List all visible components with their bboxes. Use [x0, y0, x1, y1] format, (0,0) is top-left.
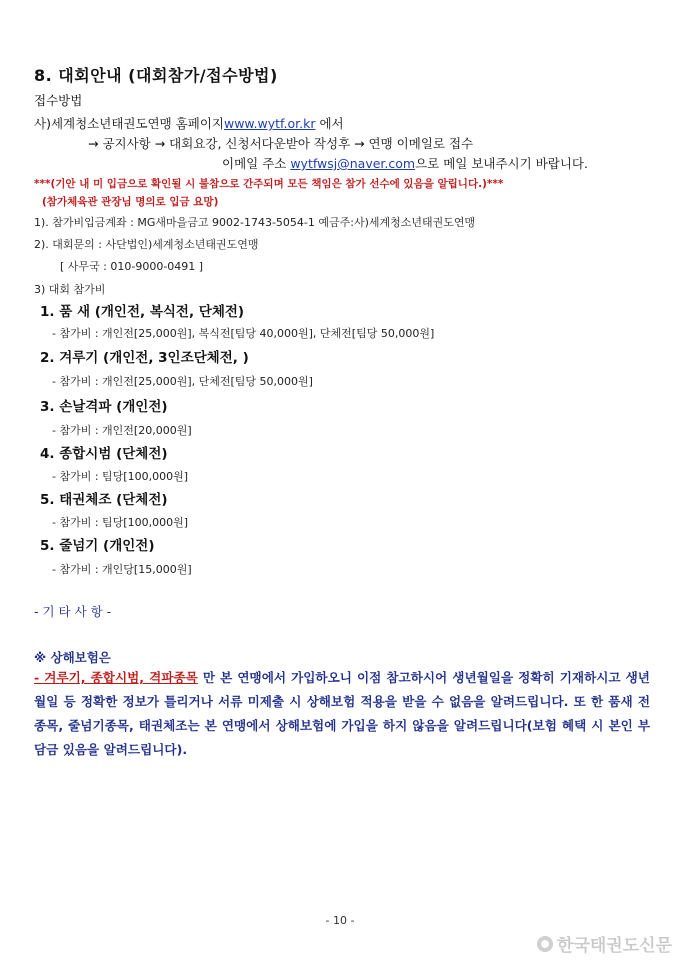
homepage-link[interactable]: www.wytf.or.kr: [223, 116, 316, 131]
insurance-body: 만 본 연맹에서 가입하오니 이점 참고하시어 생년월일을 정확히 기재하시고 생년월일 등 정확한 정보가 틀리거나 서류 미제출 시 상해보험 적용을 받을 수 없음을 알려드립니다. 또 한 품새 전 종목, 줄넘기종목, 태권체조는 본 연맹에서 상해보험에 가입을 하지 않음을 알려드립니다(보험 혜택 시 본인 부담금 있음을 알려드립니다).: [34, 670, 650, 757]
fee-category-title: 2. 겨루기 (개인전, 3인조단체전, ): [40, 350, 249, 366]
fee-category-title: 1. 품 새 (개인전, 복식전, 단체전): [40, 304, 245, 320]
email-prefix: 이메일 주소: [222, 156, 291, 171]
fee-category-price: - 참가비 : 개인전[25,000원], 복식전[팀당 40,000원], 단체전[팀당 50,000원]: [52, 327, 435, 340]
submission-line-2: → 공지사항 → 대회요강, 신청서다운받아 작성후 → 연맹 이메일로 접수: [88, 136, 474, 151]
fee-category-title: 3. 손날격파 (개인전): [40, 399, 168, 415]
payment-request: (참가체육관 관장님 명의로 입금 요망): [42, 196, 219, 208]
fee-category-title: 4. 종합시범 (단체전): [40, 446, 168, 462]
fee-category-price: - 참가비 : 개인전[25,000원], 단체전[팀당 50,000원]: [52, 375, 313, 388]
email-link[interactable]: wytfwsj@naver.com: [290, 156, 416, 171]
fee-category-title: 5. 줄넘기 (개인전): [40, 538, 155, 554]
fee-category-price: - 참가비 : 팀당[100,000원]: [52, 470, 188, 483]
fee-category-price: - 참가비 : 팀당[100,000원]: [52, 516, 188, 529]
fee-category-price: - 참가비 : 개인당[15,000원]: [52, 563, 192, 576]
misc-heading: - 기 타 사 항 -: [34, 604, 112, 619]
page-number: - 10 -: [325, 914, 355, 927]
section-heading: 8. 대회안내 (대회참가/접수방법): [34, 66, 278, 85]
watermark: [537, 931, 672, 956]
inquiry-info: 2). 대회문의 : 사단법인)세계청소년태권도연맹: [34, 238, 259, 251]
office-phone: [ 사무국 : 010-9000-0491 ]: [60, 260, 204, 273]
account-info: 1). 참가비입금계좌 : MG새마을금고 9002-1743-5054-1 예금주:사)세계청소년태권도연맹: [34, 216, 476, 229]
submission-line-1: [34, 116, 344, 131]
fee-category-price: - 참가비 : 개인전[20,000원]: [52, 424, 192, 437]
submission-prefix: 사)세계청소년태권도연맹 홈페이지: [34, 116, 224, 131]
newspaper-logo-icon: [537, 936, 553, 952]
watermark-text: 한국태권도신문: [557, 936, 672, 956]
submission-label: 접수방법: [34, 93, 83, 108]
insurance-dash: -: [34, 670, 45, 685]
insurance-highlight: 겨루기, 종합시범, 격파종목: [44, 670, 198, 685]
submission-suffix: 에서: [315, 116, 344, 131]
email-suffix: 으로 메일 보내주시기 바랍니다.: [415, 156, 588, 171]
fees-heading: 3) 대회 참가비: [34, 283, 106, 296]
insurance-paragraph: [34, 666, 650, 762]
insurance-heading: ※ 상해보험은: [34, 650, 111, 665]
fee-category-title: 5. 태권체조 (단체전): [40, 492, 168, 508]
submission-line-3: [222, 156, 588, 171]
payment-warning: ***(기안 내 미 입금으로 확인될 시 불참으로 간주되며 모든 책임은 참가 선수에 있음을 알립니다.)***: [34, 178, 504, 190]
